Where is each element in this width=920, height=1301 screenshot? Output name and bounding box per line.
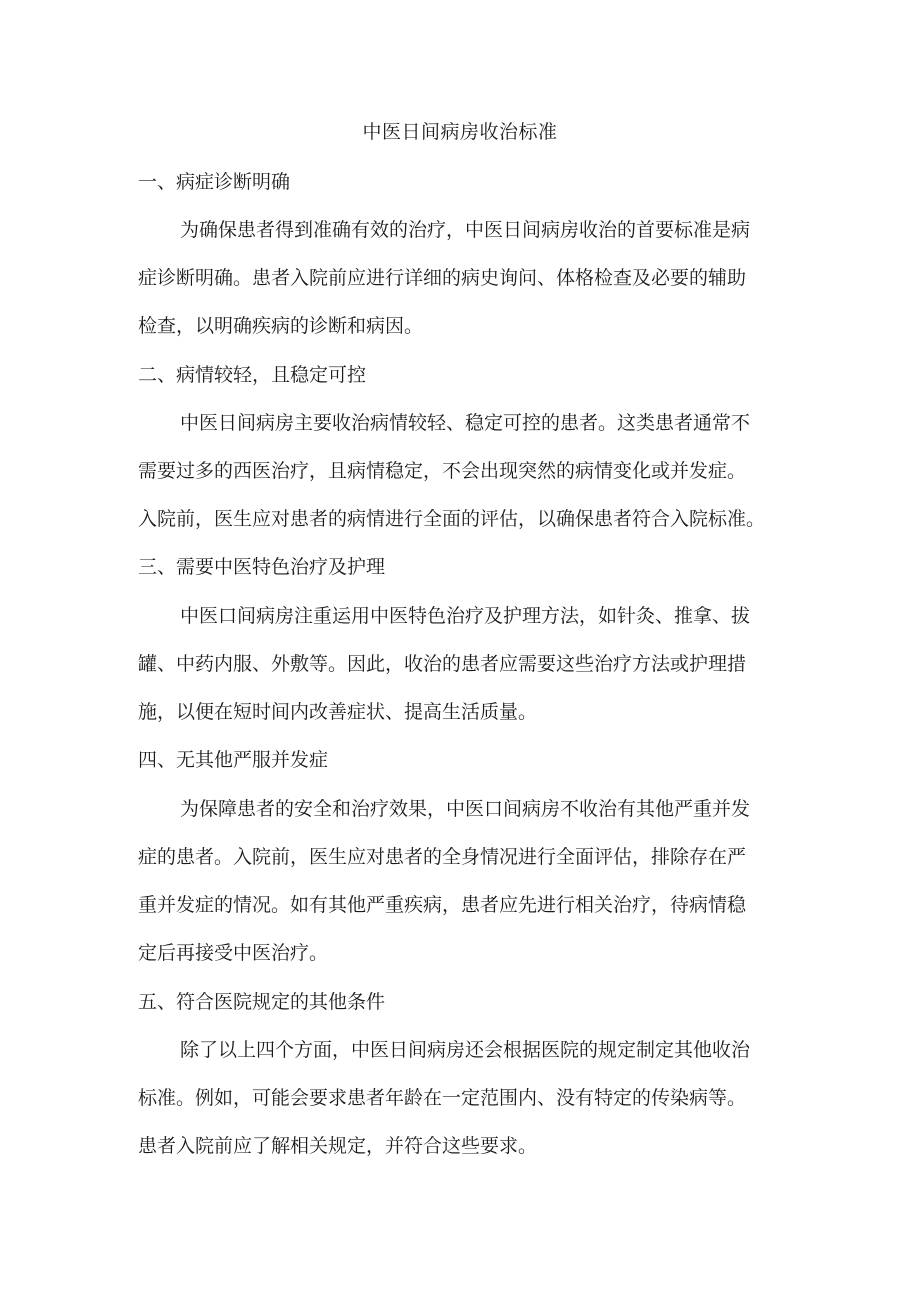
- section-heading-3: 三、需要中医特色治疗及护理: [138, 556, 386, 578]
- paragraph-line: 需要过多的西医治疗，且病情稳定，不会出现突然的病情变化或并发症。: [138, 460, 747, 482]
- paragraph-line: 症诊断明确。患者入院前应进行详细的病史询问、体格检查及必要的辅助: [138, 267, 747, 289]
- paragraph-line: 罐、中药内服、外敷等。因此，收治的患者应需要这些治疗方法或护理措: [138, 653, 747, 675]
- paragraph-line: 检查，以明确疾病的诊断和病因。: [138, 315, 424, 337]
- section-heading-4: 四、无其他严服并发症: [138, 749, 329, 771]
- paragraph-line: 中医口间病房注重运用中医特色治疗及护理方法，如针灸、推拿、拔: [180, 605, 751, 627]
- paragraph-line: 施，以便在短时间内改善症状、提高生活质量。: [138, 701, 538, 723]
- paragraph-line: 中医日间病房主要收治病情较轻、稳定可控的患者。这类患者通常不: [180, 412, 751, 434]
- section-heading-1: 一、病症诊断明确: [138, 171, 291, 193]
- paragraph-line: 为确保患者得到准确有效的治疗，中医日间病房收治的首要标准是病: [180, 219, 751, 241]
- paragraph-line: 患者入院前应了解相关规定，并符合这些要求。: [138, 1135, 538, 1157]
- paragraph-line: 定后再接受中医治疗。: [138, 942, 329, 964]
- paragraph-line: 除了以上四个方面，中医日间病房还会根据医院的规定制定其他收治: [180, 1039, 751, 1061]
- paragraph-line: 症的患者。入院前，医生应对患者的全身情况进行全面评估，排除存在严: [138, 846, 747, 868]
- paragraph-line: 为保障患者的安全和治疗效果，中医口间病房不收治有其他严重并发: [180, 798, 751, 820]
- paragraph-line: 重并发症的情况。如有其他严重疾病，患者应先进行相关治疗，待病情稳: [138, 894, 747, 916]
- paragraph-line: 标准。例如，可能会要求患者年龄在一定范围内、没有特定的传染病等。: [138, 1087, 747, 1109]
- section-heading-2: 二、病情较轻，且稳定可控: [138, 364, 367, 386]
- paragraph-line: 入院前，医生应对患者的病情进行全面的评估，以确保患者符合入院标准。: [138, 508, 766, 530]
- section-heading-5: 五、符合医院规定的其他条件: [138, 991, 386, 1013]
- page-title: 中医日间病房收治标准: [362, 121, 558, 143]
